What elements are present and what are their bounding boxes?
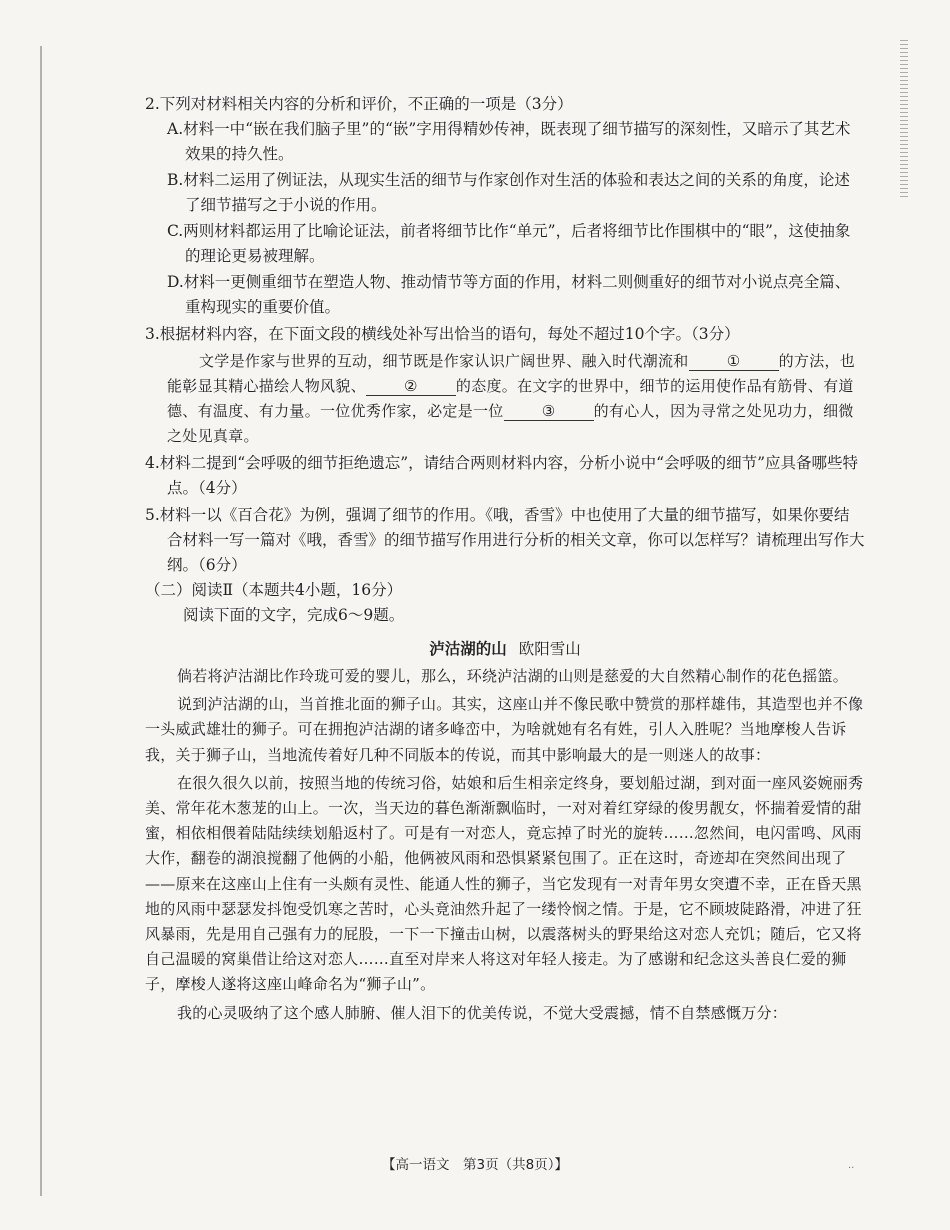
page-content	[145, 92, 865, 1026]
article-title: 泸沽湖的山	[429, 639, 507, 658]
article-paragraph: 说到泸沽湖的山，当首推北面的狮子山。其实，这座山并不像民歌中赞赏的那样雄伟，其造型也并不像一头威武雄壮的狮子。可在拥抱泸沽湖的诸多峰峦中，为啥就她有名有姓，引人入胜呢？当地摩梭人告诉我，关于狮子山，当地流传着好几种不同版本的传说，而其中影响最大的是一则迷人的故事：	[145, 695, 864, 764]
corner-mark: ··	[848, 1163, 855, 1174]
section-heading: （二）阅读Ⅱ（本题共4小题，16分）	[145, 581, 403, 599]
article-paragraph: 我的心灵吸纳了这个感人肺腑、催人泪下的优美传说，不觉大受震撼，情不自禁感慨万分：	[177, 1003, 788, 1022]
question-2-option-b: B.材料二运用了例证法，从现实生活的细节与作家创作对生活的体验和表达之间的关系的角度，论述了细节描写之于小说的作用。	[167, 171, 850, 214]
question-4: 4.材料二提到“会呼吸的细节拒绝遗忘”，请结合两则材料内容，分析小说中“会呼吸的细节”应具备哪些特点。（4分）	[145, 454, 858, 497]
article-paragraph: 倘若将泸沽湖比作玲珑可爱的婴儿，那么，环绕泸沽湖的山则是慈爱的大自然精心制作的花色摇篮。	[177, 667, 849, 685]
article-author: 欧阳雪山	[518, 640, 581, 658]
question-3-passage	[167, 349, 865, 449]
question-3-text-1: 文学是作家与世界的互动，细节既是作家认识广阔世界、融入时代潮流和	[199, 352, 689, 370]
section-instruction: 阅读下面的文字，完成6～9题。	[183, 606, 405, 624]
question-3-text-2: 的方法，也能彰显其精心描绘人物风貌、	[167, 352, 856, 395]
scan-left-edge	[40, 46, 42, 1196]
question-2-option-c: C.两则材料都运用了比喻论证法，前者将细节比作“单元”，后者将细节比作围棋中的“眼”，这使抽象的理论更易被理解。	[167, 222, 851, 265]
question-2-option-a: A.材料一中“嵌在我们脑子里”的“嵌”字用得精妙传神，既表现了细节描写的深刻性，又暗示了其艺术效果的持久性。	[167, 120, 851, 163]
question-3-stem: 3.根据材料内容，在下面文段的横线处补写出恰当的语句，每处不超过10个字。（3分）	[145, 325, 740, 343]
article-paragraph: 在很久很久以前，按照当地的传统习俗，姑娘和后生相亲定终身，要划船过湖，到对面一座风姿婉丽秀美、常年花木葱茏的山上。一次，当天边的暮色渐渐飘临时，一对对着红穿绿的俊男靓女，怀揣着爱情的甜蜜，相依相偎着陆陆续续划船返村了。可是有一对恋人，竟忘掉了时光的旋转……忽然间，电闪雷鸣、风雨大作，翻卷的湖浪搅翻了他俩的小船，他俩被风雨和恐惧紧紧包围了。正在这时，奇迹却在突然间出现了——原来在这座山上住有一头颇有灵性、能通人性的狮子，当它发现有一对青年男女突遭不幸，正在昏天黑地的风雨中瑟瑟发抖饱受饥寒之苦时，心头竟油然升起了一缕怜悯之情。于是，它不顾坡陡路滑，冲进了狂风暴雨，先是用自己强有力的屁股，一下一下撞击山树，以震落树头的野果给这对恋人充饥；随后，它又将自己温暖的窝巢借让给这对恋人……直至对岸来人将这对年轻人接走。为了感谢和纪念这头善良仁爱的狮子，摩梭人遂将这座山峰命名为“狮子山”。	[145, 773, 864, 994]
scan-right-edge	[900, 40, 908, 200]
answer-blank-2[interactable]: ②	[366, 377, 456, 396]
question-3-text-4: 的有心人，因为寻常之处见功力，细微之处见真章。	[167, 402, 854, 445]
answer-blank-3[interactable]: ③	[504, 402, 594, 421]
question-2-stem: 2.下列对材料相关内容的分析和评价，不正确的一项是（3分）	[145, 95, 573, 113]
page-footer: 【高一语文 第3页（共8页）】	[382, 1157, 568, 1173]
article-title-line	[145, 636, 865, 662]
question-3-text-3: 的态度。在文字的世界中，细节的运用使作品有筋骨、有道德、有温度、有力量。一位优秀作家，必定是一位	[167, 377, 854, 420]
question-2-option-d: D.材料一更侧重细节在塑造人物、推动情节等方面的作用，材料二则侧重好的细节对小说点亮全篇、重构现实的重要价值。	[167, 273, 851, 316]
answer-blank-1[interactable]: ①	[689, 352, 779, 371]
question-5: 5.材料一以《百合花》为例，强调了细节的作用。《哦，香雪》中也使用了大量的细节描写，如果你要结合材料一写一篇对《哦，香雪》的细节描写作用进行分析的相关文章，你可以怎样写？请梳理出写作大纲。（6分）	[145, 506, 865, 574]
